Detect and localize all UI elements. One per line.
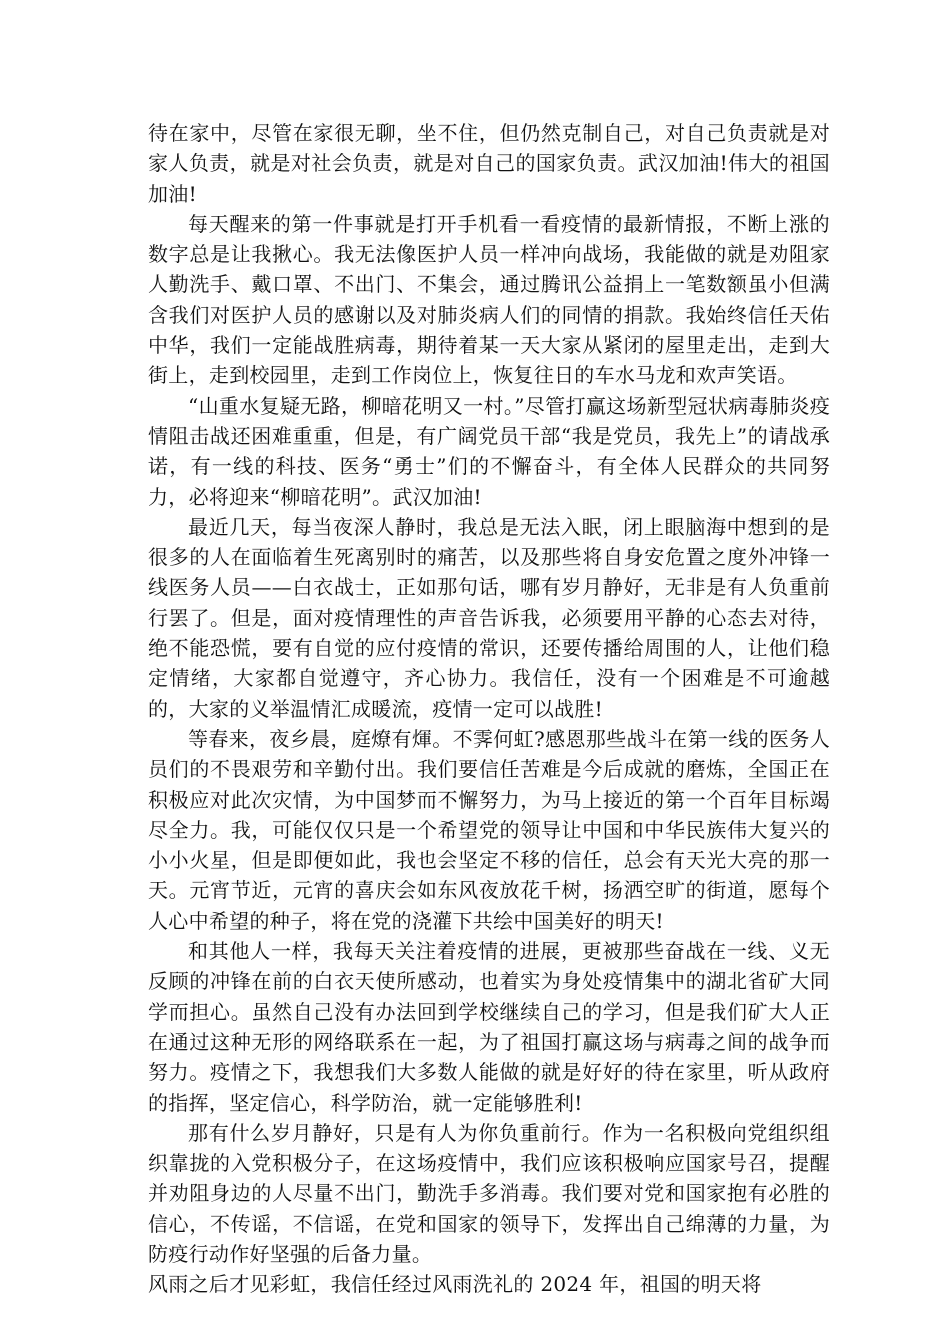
paragraph: 那有什么岁月静好，只是有人为你负重前行。作为一名积极向党组织组织靠拢的入党积极分子，在这场疫情中，我们应该积极响应国家号召，提醒并劝阻身边的人尽量不出门，勤洗手多消毒。我们要对党和国家抱有必胜的信心，不传谣，不信谣，在党和国家的领导下，发挥出自己绵薄的力量，为防疫行动作好坚强的后备力量。 (148, 1120, 830, 1266)
paragraph: 和其他人一样，我每天关注着疫情的进展，更被那些奋战在一线、义无反顾的冲锋在前的白衣天使所感动，也着实为身处疫情集中的湖北省矿大同学而担心。虽然自己没有办法回到学校继续自己的学习，但是我们矿大人正在通过这种无形的网络联系在一起，为了祖国打赢这场与病毒之间的战争而努力。疫情之下，我想我们大多数人能做的就是好好的待在家里，听从政府的指挥，坚定信心，科学防治，就一定能够胜利! (148, 939, 830, 1115)
paragraph: “山重水复疑无路，柳暗花明又一村。”尽管打赢这场新型冠状病毒肺炎疫情阻击战还困难重重，但是，有广阔党员干部“我是党员，我先上”的请战承诺，有一线的科技、医务“勇士”们的不懈奋斗，有全体人民群众的共同努力，必将迎来“柳暗花明”。武汉加油! (148, 393, 830, 509)
paragraph: 风雨之后才见彩虹，我信任经过风雨洗礼的 2024 年，祖国的明天将 (148, 1272, 762, 1297)
paragraph: 每天醒来的第一件事就是打开手机看一看疫情的最新情报，不断上涨的数字总是让我揪心。我无法像医护人员一样冲向战场，我能做的就是劝阻家人勤洗手、戴口罩、不出门、不集会，通过腾讯公益捐上一笔数额虽小但满含我们对医护人员的感谢以及对肺炎病人们的同情的捐款。我始终信任天佑中华，我们一定能战胜病毒，期待着某一天大家从紧闭的屋里走出，走到大街上，走到校园里，走到工作岗位上，恢复往日的车水马龙和欢声笑语。 (148, 211, 830, 388)
paragraph: 等春来，夜乡晨，庭燎有煇。不霁何虹?感恩那些战斗在第一线的医务人员们的不畏艰劳和辛勤付出。我们要信任苦难是今后成就的磨炼，全国正在积极应对此次灾情，为中国梦而不懈努力，为马上接近的第一个百年目标竭尽全力。我，可能仅仅只是一个希望党的领导让中国和中华民族伟大复兴的小小火星，但是即便如此，我也会坚定不移的信任，总会有天光大亮的那一天。元宵节近，元宵的喜庆会如东风夜放花千树，扬洒空旷的街道，愿每个人心中希望的种子，将在党的浇灌下共绘中国美好的明天! (148, 726, 830, 933)
paragraph: 待在家中，尽管在家很无聊，坐不住，但仍然克制自己，对自己负责就是对家人负责，就是对社会负责，就是对自己的国家负责。武汉加油!伟大的祖国加油! (148, 121, 830, 206)
paragraph: 最近几天，每当夜深人静时，我总是无法入眠，闭上眼脑海中想到的是很多的人在面临着生死离别时的痛苦，以及那些将自身安危置之度外冲锋一线医务人员——白衣战士，正如那句话，哪有岁月静好，无非是有人负重前行罢了。但是，面对疫情理性的声音告诉我，必须要用平静的心态去对待，绝不能恐慌，要有自觉的应付疫情的常识，还要传播给周围的人，让他们稳定情绪，大家都自觉遵守，齐心协力。我信任，没有一个困难是不可逾越的，大家的义举温情汇成暖流，疫情一定可以战胜! (148, 514, 830, 721)
document-body (148, 118, 830, 1300)
